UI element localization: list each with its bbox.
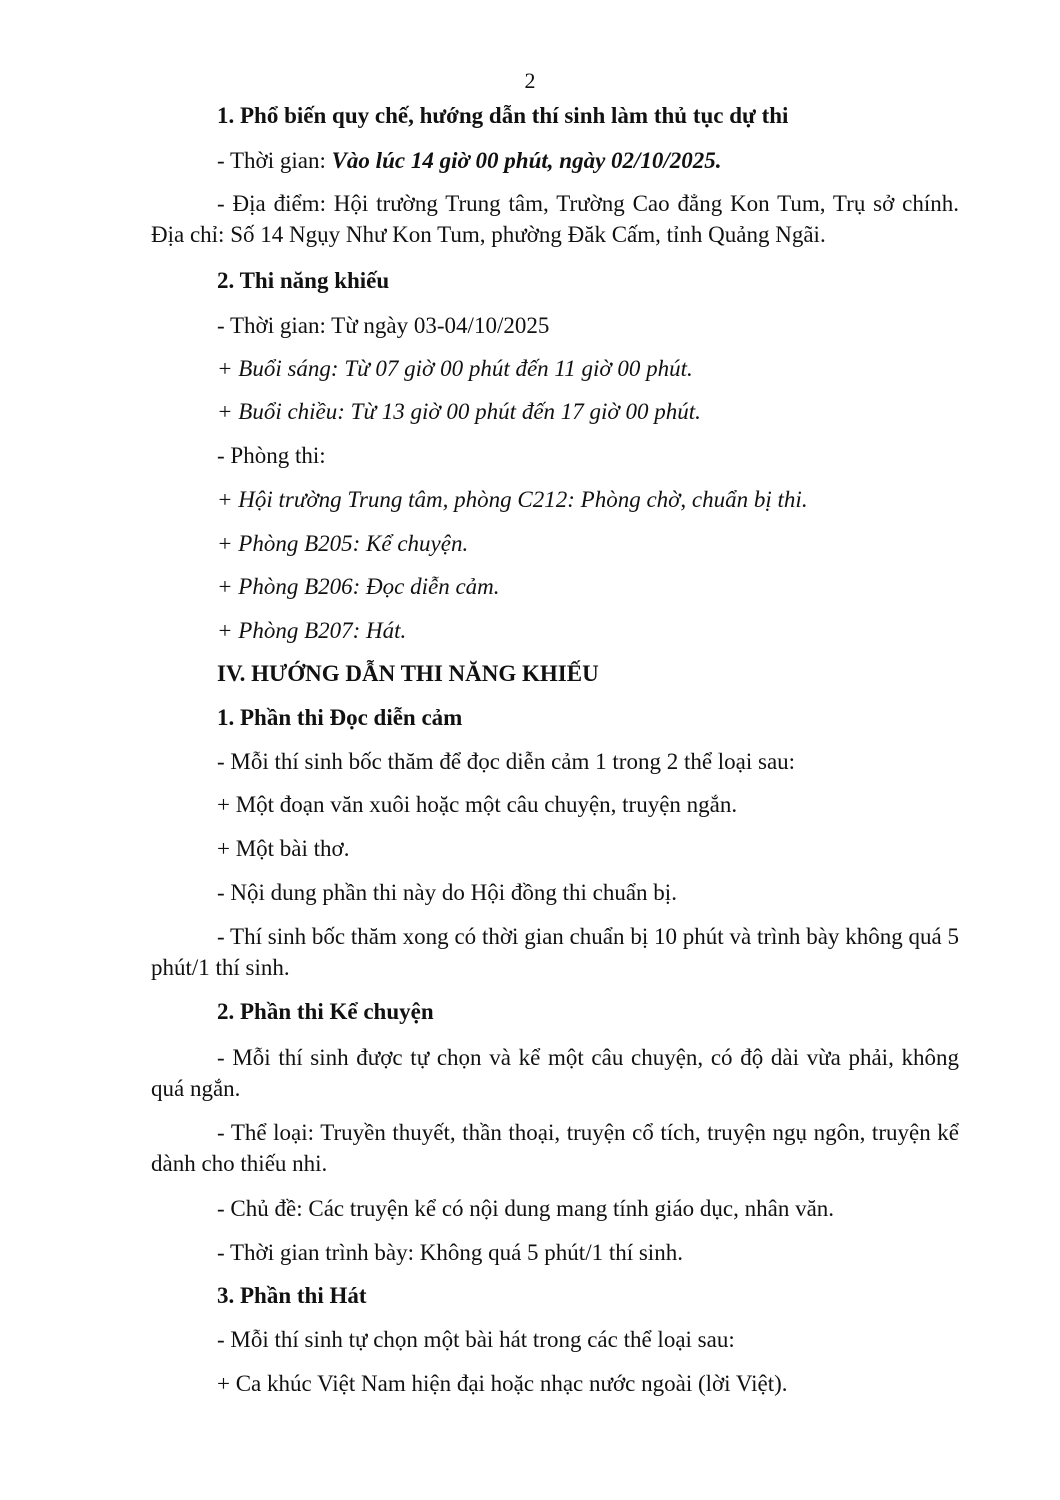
part-2-line-2: - Thể loại: Truyền thuyết, thần thoại, truyện cổ tích, truyện ngụ ngôn, truyện kể dành cho thiếu nhi. [151, 1120, 959, 1177]
part-1-line-3: + Một bài thơ. [217, 836, 350, 861]
part-1-line-2: + Một đoạn văn xuôi hoặc một câu chuyện, truyện ngắn. [217, 792, 738, 817]
part-3-title: 3. Phần thi Hát [217, 1283, 367, 1308]
section-1-time: - Thời gian: Vào lúc 14 giờ 00 phút, ngày 02/10/2025. [217, 148, 722, 173]
part-1-line-1: - Mỗi thí sinh bốc thăm để đọc diễn cảm 1 trong 2 thể loại sau: [217, 749, 796, 774]
section-2-title: 2. Thi năng khiếu [217, 268, 390, 293]
section-4-heading: IV. HƯỚNG DẪN THI NĂNG KHIẾU [217, 661, 599, 686]
part-3-line-1: - Mỗi thí sinh tự chọn một bài hát trong các thể loại sau: [217, 1327, 735, 1352]
page-number: 2 [524, 68, 536, 93]
part-3-line-2: + Ca khúc Việt Nam hiện đại hoặc nhạc nước ngoài (lời Việt). [217, 1371, 788, 1396]
part-2-title: 2. Phần thi Kể chuyện [217, 999, 434, 1024]
section-2-room-4: + Phòng B207: Hát. [217, 618, 407, 643]
section-2-room-3: + Phòng B206: Đọc diễn cảm. [217, 574, 500, 599]
part-2-line-3: - Chủ đề: Các truyện kể có nội dung mang tính giáo dục, nhân văn. [217, 1196, 835, 1221]
section-2-rooms-label: - Phòng thi: [217, 443, 326, 468]
section-1-place: - Địa điểm: Hội trường Trung tâm, Trường Cao đẳng Kon Tum, Trụ sở chính. Địa chỉ: Số 14 Ngụy Như Kon Tum, phường Đăk Cấm, tỉnh Quảng Ngãi. [151, 191, 959, 248]
section-2-time: - Thời gian: Từ ngày 03-04/10/2025 [217, 313, 550, 338]
section-2-morning: + Buổi sáng: Từ 07 giờ 00 phút đến 11 giờ 00 phút. [217, 356, 693, 381]
section-2-afternoon: + Buổi chiều: Từ 13 giờ 00 phút đến 17 giờ 00 phút. [217, 399, 701, 424]
section-1-title: 1. Phổ biến quy chế, hướng dẫn thí sinh làm thủ tục dự thi [217, 103, 789, 128]
part-1-line-5: - Thí sinh bốc thăm xong có thời gian chuẩn bị 10 phút và trình bày không quá 5 phút/1 thí sinh. [151, 924, 959, 981]
part-2-line-1: - Mỗi thí sinh được tự chọn và kể một câu chuyện, có độ dài vừa phải, không quá ngắn. [151, 1045, 959, 1102]
section-2-room-2: + Phòng B205: Kể chuyện. [217, 531, 469, 556]
part-2-line-4: - Thời gian trình bày: Không quá 5 phút/1 thí sinh. [217, 1240, 683, 1265]
part-1-line-4: - Nội dung phần thi này do Hội đồng thi chuẩn bị. [217, 880, 677, 905]
section-2-room-1: + Hội trường Trung tâm, phòng C212: Phòng chờ, chuẩn bị thi. [217, 487, 808, 512]
part-1-title: 1. Phần thi Đọc diễn cảm [217, 705, 463, 730]
